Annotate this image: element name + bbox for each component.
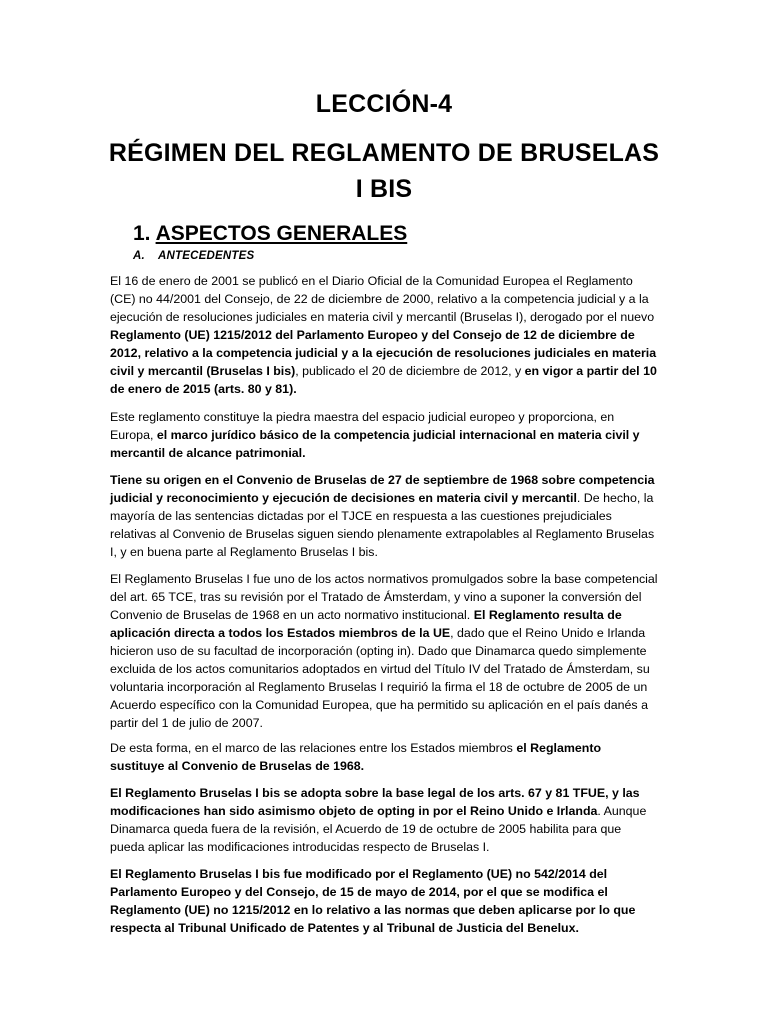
subsection-title: ANTECEDENTES (158, 250, 255, 262)
paragraph-2-bold: el marco jurídico básico de la competencia judicial internacional en materia civil y mercantil de alcance patrimonial (110, 428, 640, 460)
paragraph-3 (110, 471, 658, 561)
paragraph-4 (110, 570, 658, 732)
subsection-heading (133, 250, 254, 262)
paragraph-5-text-2: . (360, 759, 365, 773)
paragraph-7-bold: El Reglamento Bruselas I bis fue modificado por el Reglamento (UE) no 542/2014 del Parlamento Europeo y del Consejo, de 15 de mayo de 2014, por el que se modifica el Reglamento (UE) no 1215/2012 en lo relativo a las normas que deben aplicarse por lo que respecta al Tribunal Unificado de Patentes y al Tribunal de Justicia del Benelux. (110, 867, 636, 935)
paragraph-5-bold: el Reglamento sustituye al Convenio de Bruselas de 1968 (110, 741, 602, 773)
paragraph-3-text: . De hecho, la mayoría de las sentencias dictadas por el TJCE en respuesta a las cuestiones prejudiciales relativas al Convenio de Bruselas siguen siendo plenamente extrapolables al Reglamento Bruselas I, y en buena parte al Reglamento Bruselas I bis. (110, 491, 655, 559)
document-title-line-2: I BIS (355, 175, 413, 203)
paragraph-6-bold: El Reglamento Bruselas I bis se adopta sobre la base legal de los arts. 67 y 81 TFUE, y las modificaciones han sido asimismo objeto de opting in por el Reino Unido e Irlanda (110, 786, 640, 818)
document-title-line-1: RÉGIMEN DEL REGLAMENTO DE BRUSELAS (108, 139, 660, 167)
paragraph-1 (110, 272, 658, 398)
lesson-title: LECCIÓN-4 (315, 90, 453, 118)
paragraph-3-bold: Tiene su origen en el Convenio de Bruselas de 27 de septiembre de 1968 sobre competencia judicial y reconocimiento y ejecución de decisiones en materia civil y mercantil (110, 473, 655, 505)
paragraph-2 (110, 408, 658, 462)
paragraph-2-text-2: . (302, 446, 306, 460)
paragraph-1-text-2: , publicado el 20 de diciembre de 2012, y (295, 364, 525, 378)
paragraph-4-text: El Reglamento Bruselas I fue uno de los actos normativos promulgados sobre la base competencial del art. 65 TCE, tras su revisión por el Tratado de Ámsterdam, y vino a suponer la conversión del Convenio de Bruselas de 1968 en un acto normativo institucional. (110, 572, 658, 622)
paragraph-1-bold: Reglamento (UE) 1215/2012 del Parlamento Europeo y del Consejo de 12 de diciembre de 2012, relativo a la competencia judicial y a la ejecución de resoluciones judiciales en materia civil y mercantil (Bruselas I bis) (110, 328, 657, 378)
paragraph-5 (110, 739, 658, 775)
paragraph-1-text-3: . (293, 382, 297, 396)
paragraph-6 (110, 784, 658, 856)
section-heading (133, 222, 407, 246)
paragraph-4-bold: El Reglamento resulta de aplicación directa a todos los Estados miembros de la UE (110, 608, 622, 640)
paragraph-1-text: El 16 de enero de 2001 se publicó en el Diario Oficial de la Comunidad Europea el Reglamento (CE) no 44/2001 del Consejo, de 22 de diciembre de 2000, relativo a la competencia judicial y a la ejecución de resoluciones judiciales en materia civil y mercantil (Bruselas I), derogado por el nuevo (110, 274, 655, 324)
paragraph-2-text: Este reglamento constituye la piedra maestra del espacio judicial europeo y proporciona, en Europa, (110, 410, 615, 442)
paragraph-1-bold-2: en vigor a partir del 10 de enero de 2015 (arts. 80 y 81) (110, 364, 657, 396)
subsection-letter: A. (133, 250, 145, 262)
paragraph-4-text-2: , dado que el Reino Unido e Irlanda hicieron uso de su facultad de incorporación (opting in). Dado que Dinamarca quedo simplemente excluida de los actos comunitarios adoptados en virtud del Título IV del Tratado de Ámsterdam, su voluntaria incorporación al Reglamento Bruselas I requirió la firma el 18 de octubre de 2005 de un Acuerdo específico con la Comunidad Europea, que ha permitido su aplicación en el país danés a partir del 1 de julio de 2007. (110, 626, 650, 730)
section-number: 1. (133, 222, 156, 245)
section-title: ASPECTOS GENERALES (155, 222, 408, 245)
paragraph-7 (110, 865, 658, 937)
paragraph-5-text: De esta forma, en el marco de las relaciones entre los Estados miembros (110, 741, 517, 755)
paragraph-6-text: . Aunque Dinamarca queda fuera de la revisión, el Acuerdo de 19 de octubre de 2005 habilita para que pueda aplicar las modificaciones introducidas respecto de Bruselas I. (110, 804, 647, 854)
